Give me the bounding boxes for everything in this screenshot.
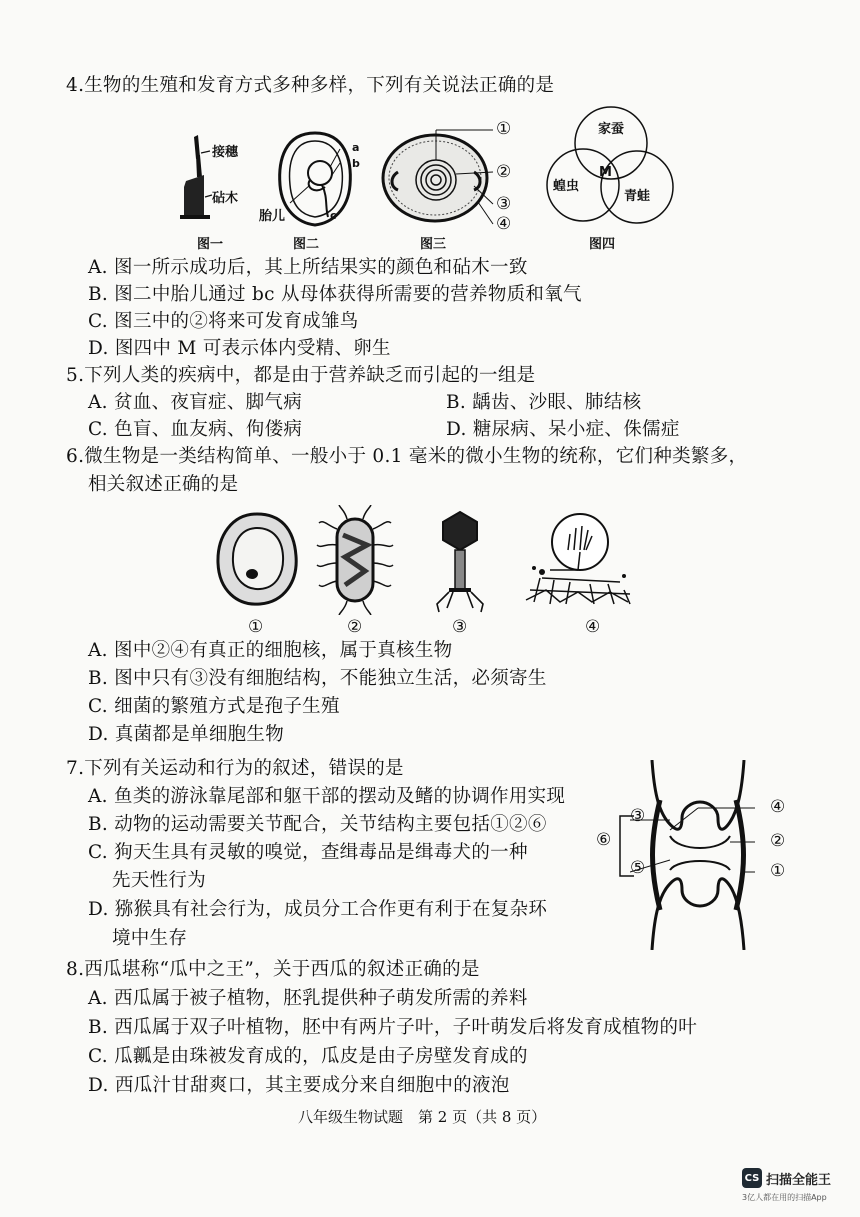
q7-option-c-line1: C. 狗天生具有灵敏的嗅觉，查缉毒品是缉毒犬的一种 <box>88 842 528 863</box>
q7-stem: 7.下列有关运动和行为的叙述，错误的是 <box>66 758 404 779</box>
bacterium-figure <box>315 505 395 615</box>
q7-option-b: B. 动物的运动需要关节配合，关节结构主要包括①②⑥ <box>88 814 547 835</box>
q5-option-d: D. 糖尿病、呆小症、侏儒症 <box>446 419 680 440</box>
venn-m: M <box>599 165 612 180</box>
q6-stem-line1: 6.微生物是一类结构简单、一般小于 0.1 毫米的微小生物的统称，它们种类繁多， <box>66 446 748 467</box>
egg-label-4: ④ <box>496 214 512 234</box>
joint-label-1: ① <box>770 861 786 881</box>
q8-option-a: A. 西瓜属于被子植物，胚乳提供种子萌发所需的养料 <box>88 988 528 1009</box>
venn-frog: 青蛙 <box>624 189 651 204</box>
q4-option-b: B. 图二中胎儿通过 bc 从母体获得所需要的营养物质和氧气 <box>88 284 582 305</box>
fig4-caption: 图四 <box>589 237 616 252</box>
fig2-label-c: c <box>330 209 337 222</box>
yeast-figure <box>212 508 302 613</box>
egg-label-1: ① <box>496 119 512 139</box>
q4-option-a: A. 图一所示成功后，其上所结果实的颜色和砧木一致 <box>88 257 528 278</box>
watermark-tagline: 3亿人都在用的扫描App <box>742 1193 827 1202</box>
q7-option-d-line2: 境中生存 <box>112 928 188 949</box>
page-footer: 八年级生物试题 第 2 页（共 8 页） <box>298 1108 547 1126</box>
q4-option-d: D. 图四中 M 可表示体内受精、卵生 <box>88 338 391 359</box>
q4-stem: 4.生物的生殖和发育方式多种多样，下列有关说法正确的是 <box>66 75 555 96</box>
q7-option-a: A. 鱼类的游泳靠尾部和躯干部的摆动及鳍的协调作用实现 <box>88 786 566 807</box>
fig3-caption: 图三 <box>420 237 447 252</box>
joint-label-2: ② <box>770 831 786 851</box>
egg-label-2: ② <box>496 162 512 182</box>
microbe-label-2: ② <box>347 617 363 637</box>
q8-option-c: C. 瓜瓤是由珠被发育成的，瓜皮是由子房壁发育成的 <box>88 1046 528 1067</box>
q7-option-d-line1: D. 猕猴具有社会行为，成员分工合作更有利于在复杂环 <box>88 899 548 920</box>
camscanner-logo-icon: CS <box>742 1168 762 1188</box>
joint-figure <box>630 760 755 950</box>
q5-stem: 5.下列人类的疾病中，都是由于营养缺乏而引起的一组是 <box>66 365 536 386</box>
q8-option-b: B. 西瓜属于双子叶植物，胚中有两片子叶，子叶萌发后将发育成植物的叶 <box>88 1017 698 1038</box>
fig2-label-b: b <box>352 157 360 170</box>
joint-label-3: ③ <box>630 806 646 826</box>
mold-figure <box>520 510 640 610</box>
scanner-watermark <box>742 1168 831 1188</box>
venn-silkworm: 家蚕 <box>598 122 625 137</box>
microbe-label-1: ① <box>248 617 264 637</box>
joint-label-5: ⑤ <box>630 858 646 878</box>
scion-label: 接穗 <box>212 145 239 160</box>
q6-option-c: C. 细菌的繁殖方式是孢子生殖 <box>88 696 340 717</box>
q5-option-c: C. 色盲、血友病、佝偻病 <box>88 419 303 440</box>
q5-option-a: A. 贫血、夜盲症、脚气病 <box>88 392 303 413</box>
grafting-figure <box>170 125 250 225</box>
microbe-label-3: ③ <box>452 617 468 637</box>
virus-figure <box>425 508 495 613</box>
watermark-name: 扫描全能王 <box>766 1172 832 1188</box>
q4-option-c: C. 图三中的②将来可发育成雏鸟 <box>88 311 359 332</box>
q6-option-d: D. 真菌都是单细胞生物 <box>88 724 285 745</box>
joint-label-4: ④ <box>770 797 786 817</box>
egg-figure <box>378 122 508 234</box>
q6-option-a: A. 图中②④有真正的细胞核，属于真核生物 <box>88 640 453 661</box>
rootstock-label: 砧木 <box>212 191 239 206</box>
q6-option-b: B. 图中只有③没有细胞结构，不能独立生活，必须寄生 <box>88 668 547 689</box>
fig1-caption: 图一 <box>197 237 224 252</box>
venn-locust: 蝗虫 <box>553 179 580 194</box>
fetus-label: 胎儿 <box>259 209 286 224</box>
q5-option-b: B. 龋齿、沙眼、肺结核 <box>446 392 642 413</box>
q7-option-c-line2: 先天性行为 <box>112 870 207 891</box>
q6-stem-line2: 相关叙述正确的是 <box>88 474 239 495</box>
fig2-label-a: a <box>352 141 360 154</box>
egg-label-3: ③ <box>496 194 512 214</box>
microbe-label-4: ④ <box>585 617 601 637</box>
q8-stem: 8.西瓜堪称“瓜中之王”，关于西瓜的叙述正确的是 <box>66 959 480 980</box>
q8-option-d: D. 西瓜汁甘甜爽口，其主要成分来自细胞中的液泡 <box>88 1075 510 1096</box>
fig2-caption: 图二 <box>293 237 320 252</box>
joint-label-6: ⑥ <box>596 830 612 850</box>
